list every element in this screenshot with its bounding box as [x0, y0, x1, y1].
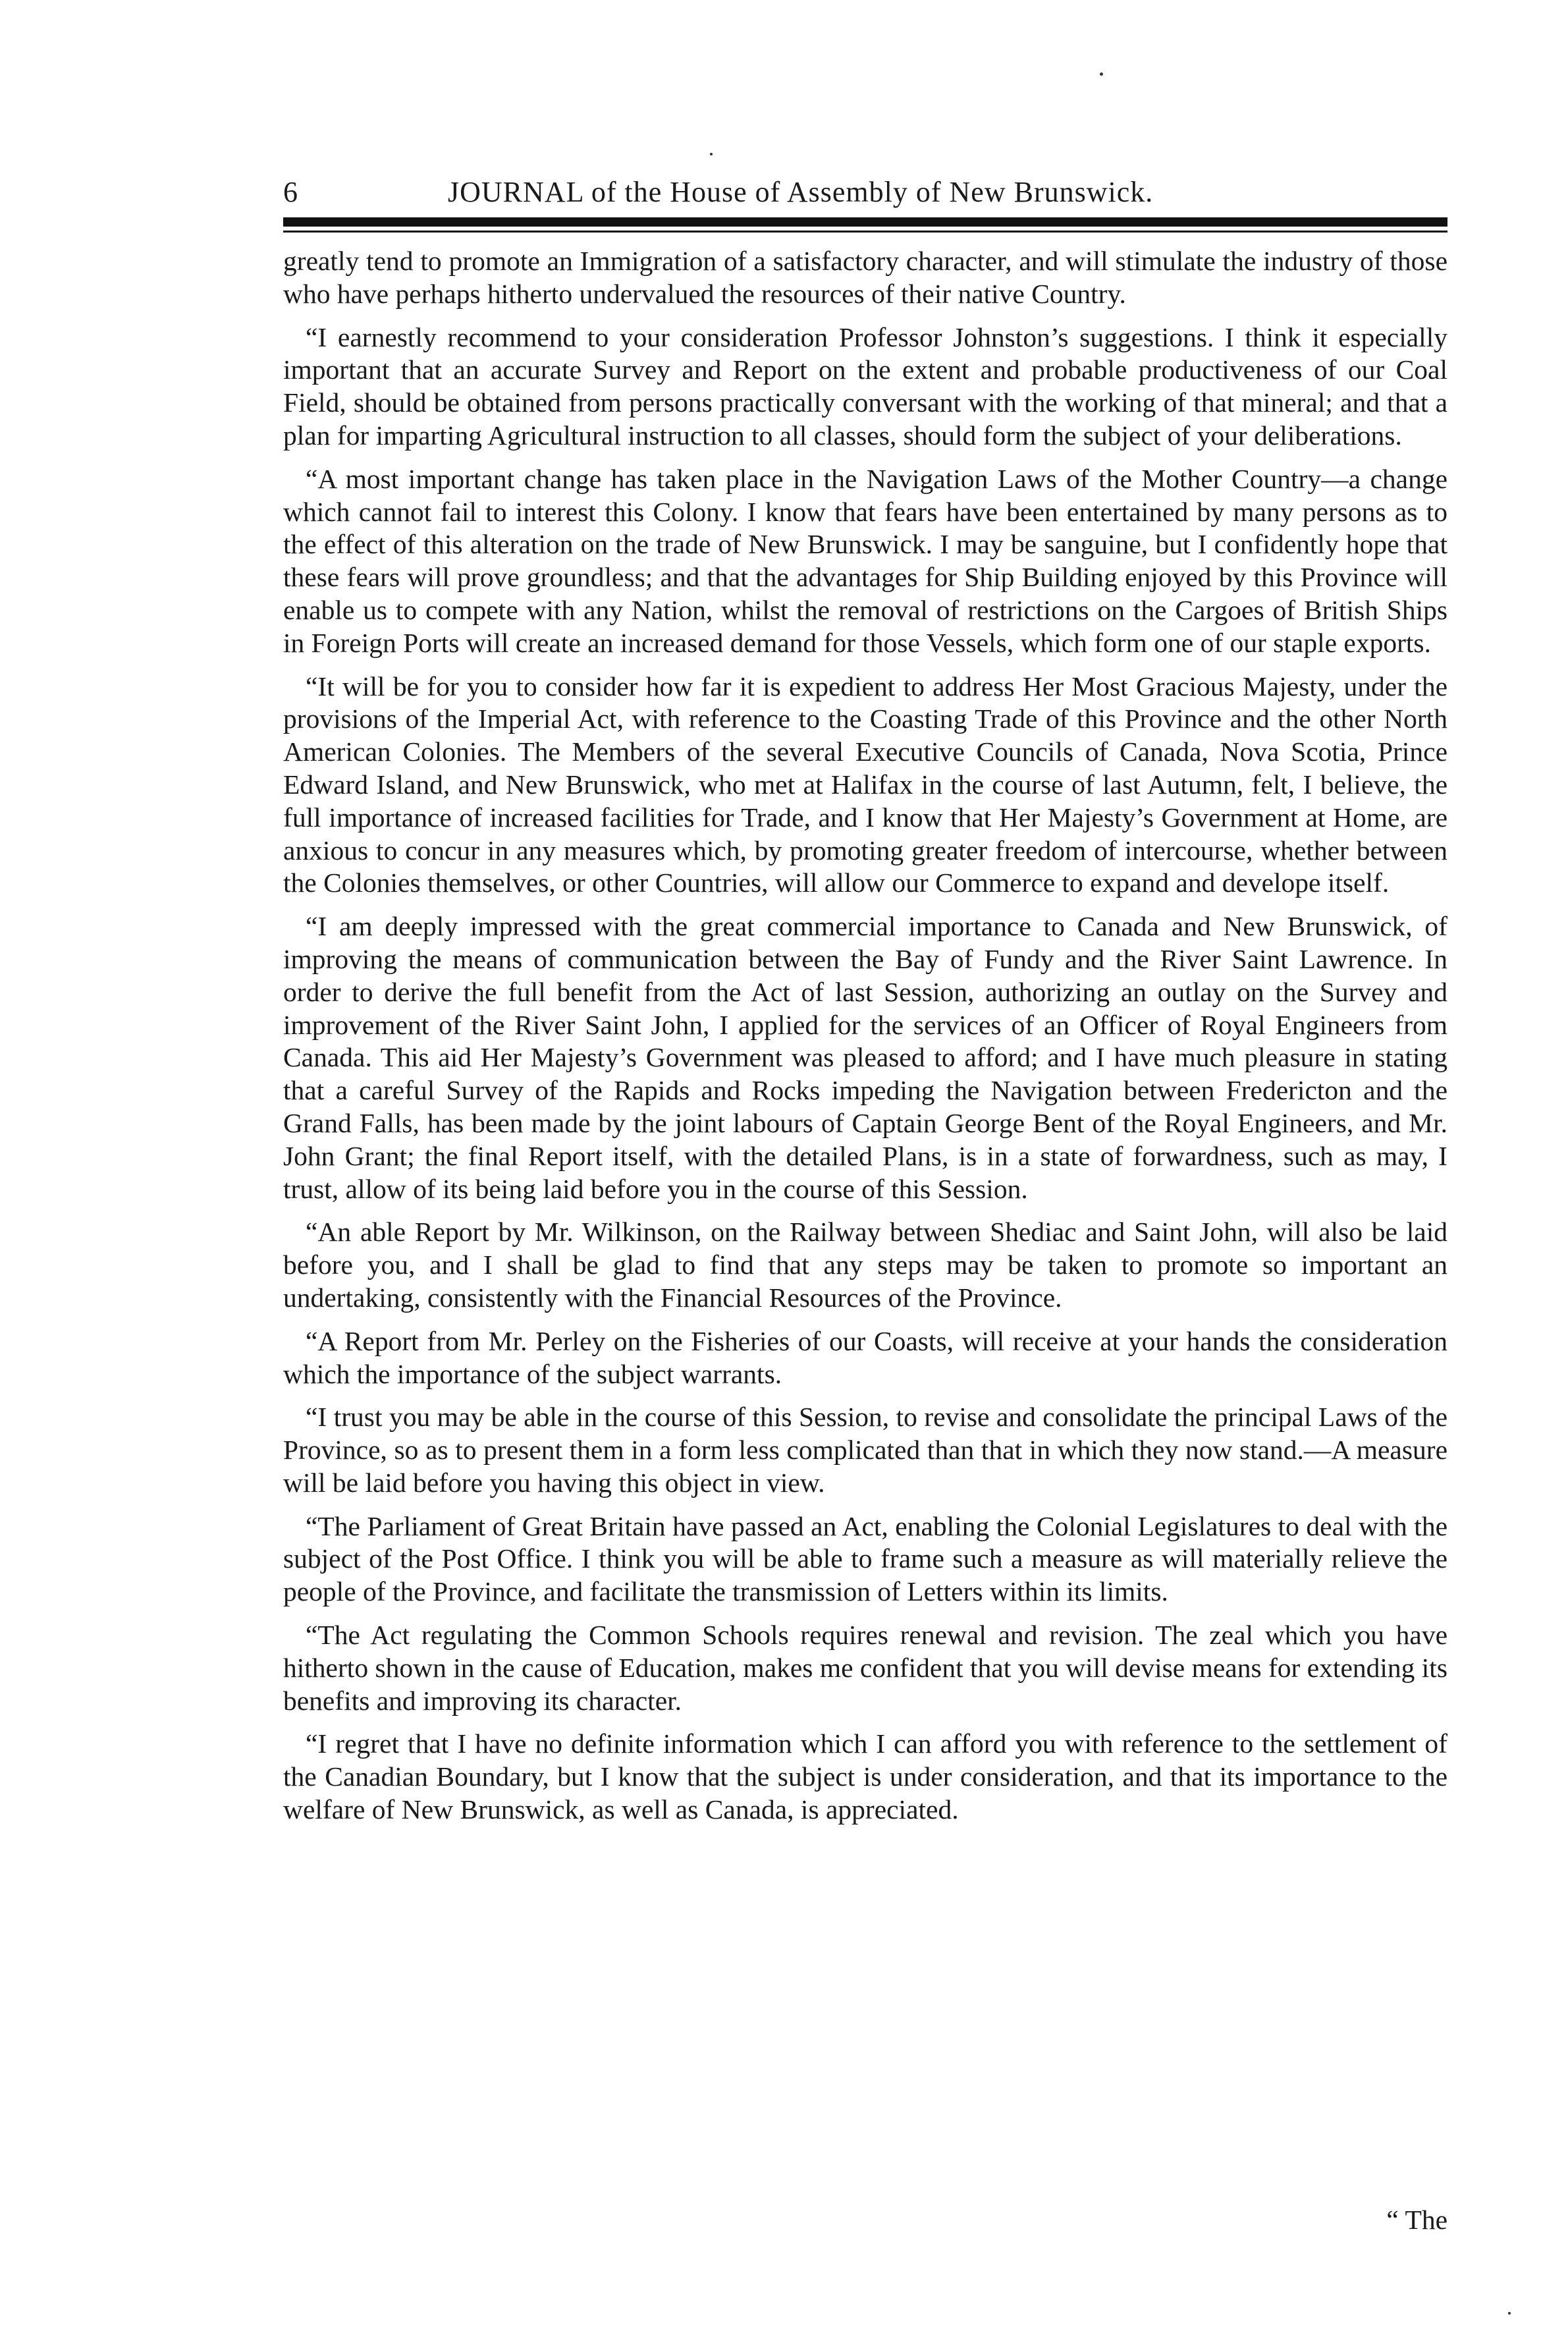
page-header [283, 173, 1449, 212]
print-speck [1100, 72, 1103, 76]
header-rule-thin [283, 231, 1447, 233]
header-rule-thick [283, 217, 1447, 227]
print-speck [710, 153, 713, 155]
paragraph-common-schools: “The Act regulating the Common Schools requires renewal and revision. The zeal which you have hitherto shown in the cause of Education, makes me confident that you will devise means for extending its benefits and improving its character. [283, 1620, 1447, 1716]
paragraph-railway-report: “An able Report by Mr. Wilkinson, on the Railway between Shediac and Saint John, will also be laid before you, and I shall be glad to find that any steps may be taken to promote so important an undertaking, consistently with the Financial Resources of the Province. [283, 1217, 1447, 1313]
paragraph-post-office: “The Parliament of Great Britain have passed an Act, enabling the Colonial Legislatures to deal with the subject of the Post Office. I think you will be able to frame such a measure as will materially relieve the people of the Province, and facilitate the transmission of Letters within its limits. [283, 1510, 1447, 1607]
paragraph-fisheries: “A Report from Mr. Perley on the Fisheries of our Coasts, will receive at your hands the consideration which the importance of the subject warrants. [283, 1325, 1447, 1389]
running-title: JOURNAL of the House of Assembly of New Brunswick. [448, 176, 1154, 208]
paragraph-laws-consolidation: “I trust you may be able in the course of this Session, to revise and consolidate the principal Laws of the Province, so as to present them in a form less complicated than that in which they now stand.—A measure will be laid before you having this object in view. [283, 1402, 1447, 1498]
paragraph-canadian-boundary: “I regret that I have no definite information which I can afford you with reference to the settlement of the Canadian Boundary, but I know that the subject is under consideration, and that its importance to the welfare of New Brunswick, as well as Canada, is appreciated. [283, 1728, 1447, 1825]
print-speck [1508, 2312, 1511, 2315]
paragraph-coasting-trade: “It will be for you to consider how far it is expedient to address Her Most Gracious Majesty, under the provisions of the Imperial Act, with reference to the Coasting Trade of this Province and the other North American Colonies. The Members of the several Executive Councils of Canada, Nova Scotia, Prince Edward Island, and New Brunswick, who met at Halifax in the course of last Autumn, felt, I believe, the full importance of increased facilities for Trade, and I know that Her Majesty’s Government at Home, are anxious to concur in any measures which, by promoting greater freedom of intercourse, whether between the Colonies themselves, or other Countries, will allow our Commerce to expand and develope itself. [283, 671, 1447, 898]
catchword: “ The [1386, 2205, 1447, 2235]
body-text [283, 245, 1447, 1837]
page-number: 6 [283, 176, 298, 208]
paragraph-immigration: greatly tend to promote an Immigration of a satisfactory character, and will stimulate the industry of those who have perhaps hitherto undervalued the resources of their native Country. [283, 246, 1447, 309]
paragraph-navigation-laws: “A most important change has taken place in the Navigation Laws of the Mother Country—a change which cannot fail to interest this Colony. I know that fears have been entertained by many persons as to the effect of this alteration on the trade of New Brunswick. I may be sanguine, but I confidently hope that these fears will prove groundless; and that the advantages for Ship Building enjoyed by this Province will enable us to compete with any Nation, whilst the removal of restrictions on the Cargoes of British Ships in Foreign Ports will create an increased demand for those Vessels, which form one of our staple exports. [283, 463, 1447, 658]
paragraph-communication: “I am deeply impressed with the great commercial importance to Canada and New Brunswick, of improving the means of communication between the Bay of Fundy and the River Saint Lawrence. In order to derive the full benefit from the Act of last Session, authorizing an outlay on the Survey and improvement of the River Saint John, I applied for the services of an Officer of Royal Engineers from Canada. This aid Her Majesty’s Government was pleased to afford; and I have much pleasure in stating that a careful Survey of the Rapids and Rocks impeding the Navigation between Fredericton and the Grand Falls, has been made by the joint labours of Captain George Bent of the Royal Engineers, and Mr. John Grant; the final Report itself, with the detailed Plans, is in a state of forwardness, such as may, I trust, allow of its being laid before you in the course of this Session. [283, 911, 1447, 1204]
paragraph-coal-field: “I earnestly recommend to your consideration Professor Johnston’s suggestions. I think it especially important that an accurate Survey and Report on the extent and probable productiveness of our Coal Field, should be obtained from persons practically conversant with the working of that mineral; and that a plan for imparting Agricultural instruction to all classes, should form the subject of your deliberations. [283, 321, 1447, 451]
